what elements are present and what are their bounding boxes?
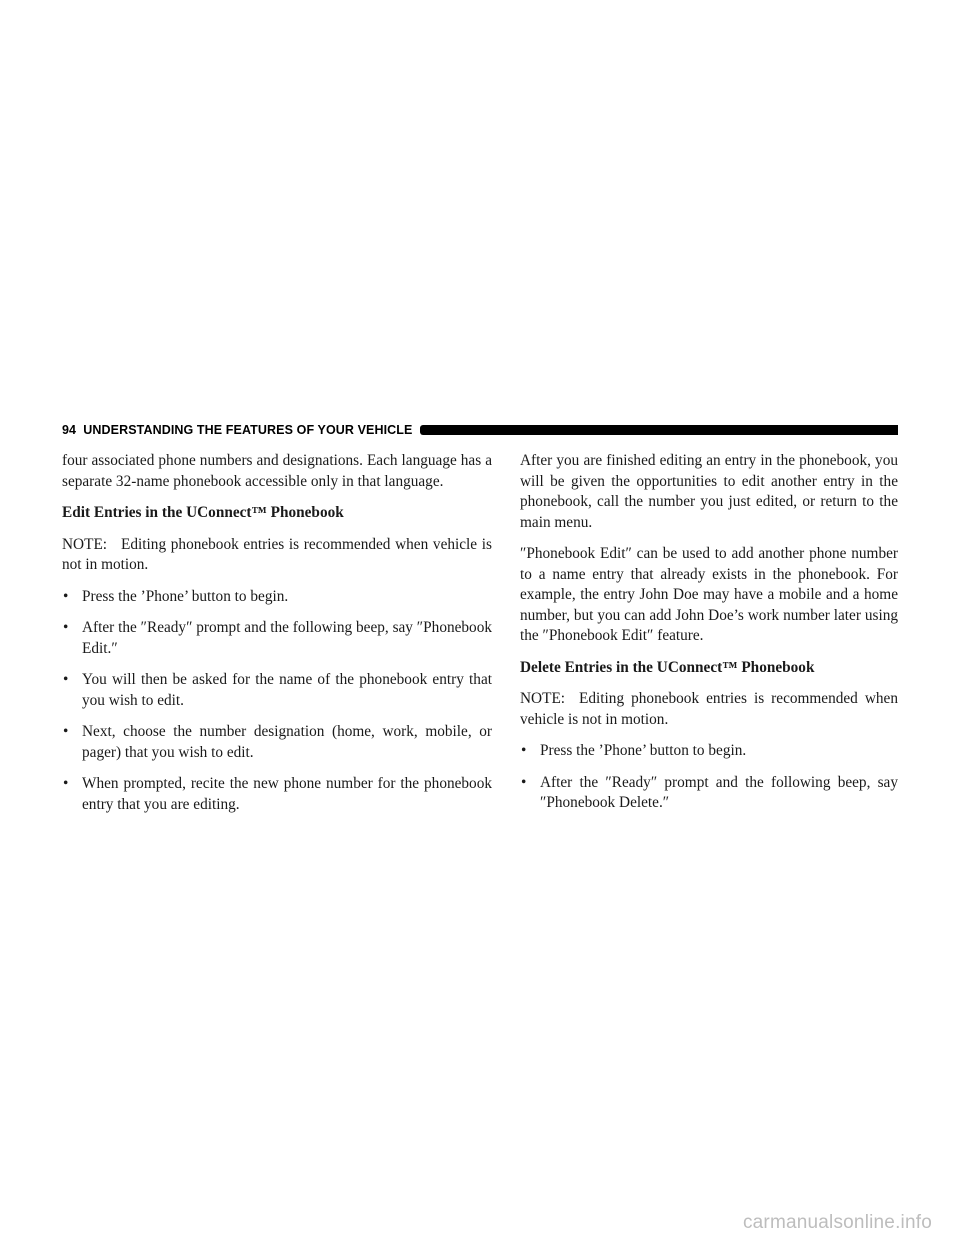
header-rule: [420, 425, 898, 435]
bullet: •: [63, 723, 69, 740]
header-text: [62, 423, 412, 437]
list-item: [520, 741, 898, 762]
page-header: [62, 422, 898, 438]
section-title: UNDERSTANDING THE FEATURES OF YOUR VEHICLE: [83, 423, 413, 437]
list-item-text: Press the ’Phone’ button to begin.: [82, 587, 289, 605]
right-column: [520, 451, 898, 825]
list-item-text: Next, choose the number designation (home, work, mobile, or pager) that you wish to edit.: [82, 723, 492, 761]
list-item-text: After the ″Ready″ prompt and the following beep, say ″Phonebook Edit.″: [82, 619, 492, 657]
note-label: NOTE:: [520, 690, 566, 707]
note-label: NOTE:: [62, 535, 108, 553]
list-item: [62, 670, 492, 711]
list-item: [62, 774, 492, 815]
bullet: •: [521, 773, 527, 791]
page-number: 94: [62, 423, 77, 437]
bullet: •: [521, 742, 527, 759]
intro-paragraph: four associated phone numbers and designations. Each language has a separate 32-name phonebook accessible only in that language.: [62, 452, 492, 490]
bullet: •: [63, 587, 69, 605]
delete-steps-list: [520, 741, 898, 814]
list-item-text: You will then be asked for the name of the phonebook entry that you wish to edit.: [82, 671, 492, 709]
phonebook-edit-paragraph: ″Phonebook Edit″ can be used to add another phone number to a name entry that already exists in the phonebook. For example, the entry John Doe may have a mobile and a home number, but you can add John Doe’s work number later using the ″Phonebook Edit″ feature.: [520, 545, 898, 644]
list-item-text: Press the ’Phone’ button to begin.: [540, 742, 747, 759]
note-text: Editing phonebook entries is recommended when vehicle is not in motion.: [520, 690, 898, 728]
delete-entries-heading: Delete Entries in the UConnect™ Phonebook: [520, 658, 815, 676]
list-item: [62, 722, 492, 763]
bullet: •: [63, 775, 69, 792]
edit-steps-list: [62, 587, 492, 816]
watermark: carmanualsonline.info: [742, 1212, 932, 1233]
after-editing-paragraph: After you are finished editing an entry in the phonebook, you will be given the opportunities to edit another entry in the phonebook, call the number you just edited, or return to the main menu.: [520, 452, 898, 531]
note-text: Editing phonebook entries is recommended when vehicle is not in motion.: [62, 535, 492, 573]
edit-entries-heading: Edit Entries in the UConnect™ Phonebook: [62, 504, 344, 521]
delete-note: [520, 689, 898, 730]
bullet: •: [63, 619, 69, 636]
list-item: [62, 618, 492, 659]
list-item: [62, 587, 492, 608]
list-item-text: When prompted, recite the new phone number for the phonebook entry that you are editing.: [82, 775, 492, 813]
list-item-text: After the ″Ready″ prompt and the following beep, say ″Phonebook Delete.″: [540, 773, 898, 811]
bullet: •: [63, 671, 69, 688]
edit-note: [62, 535, 492, 576]
left-column: [62, 451, 492, 826]
list-item: [520, 773, 898, 814]
